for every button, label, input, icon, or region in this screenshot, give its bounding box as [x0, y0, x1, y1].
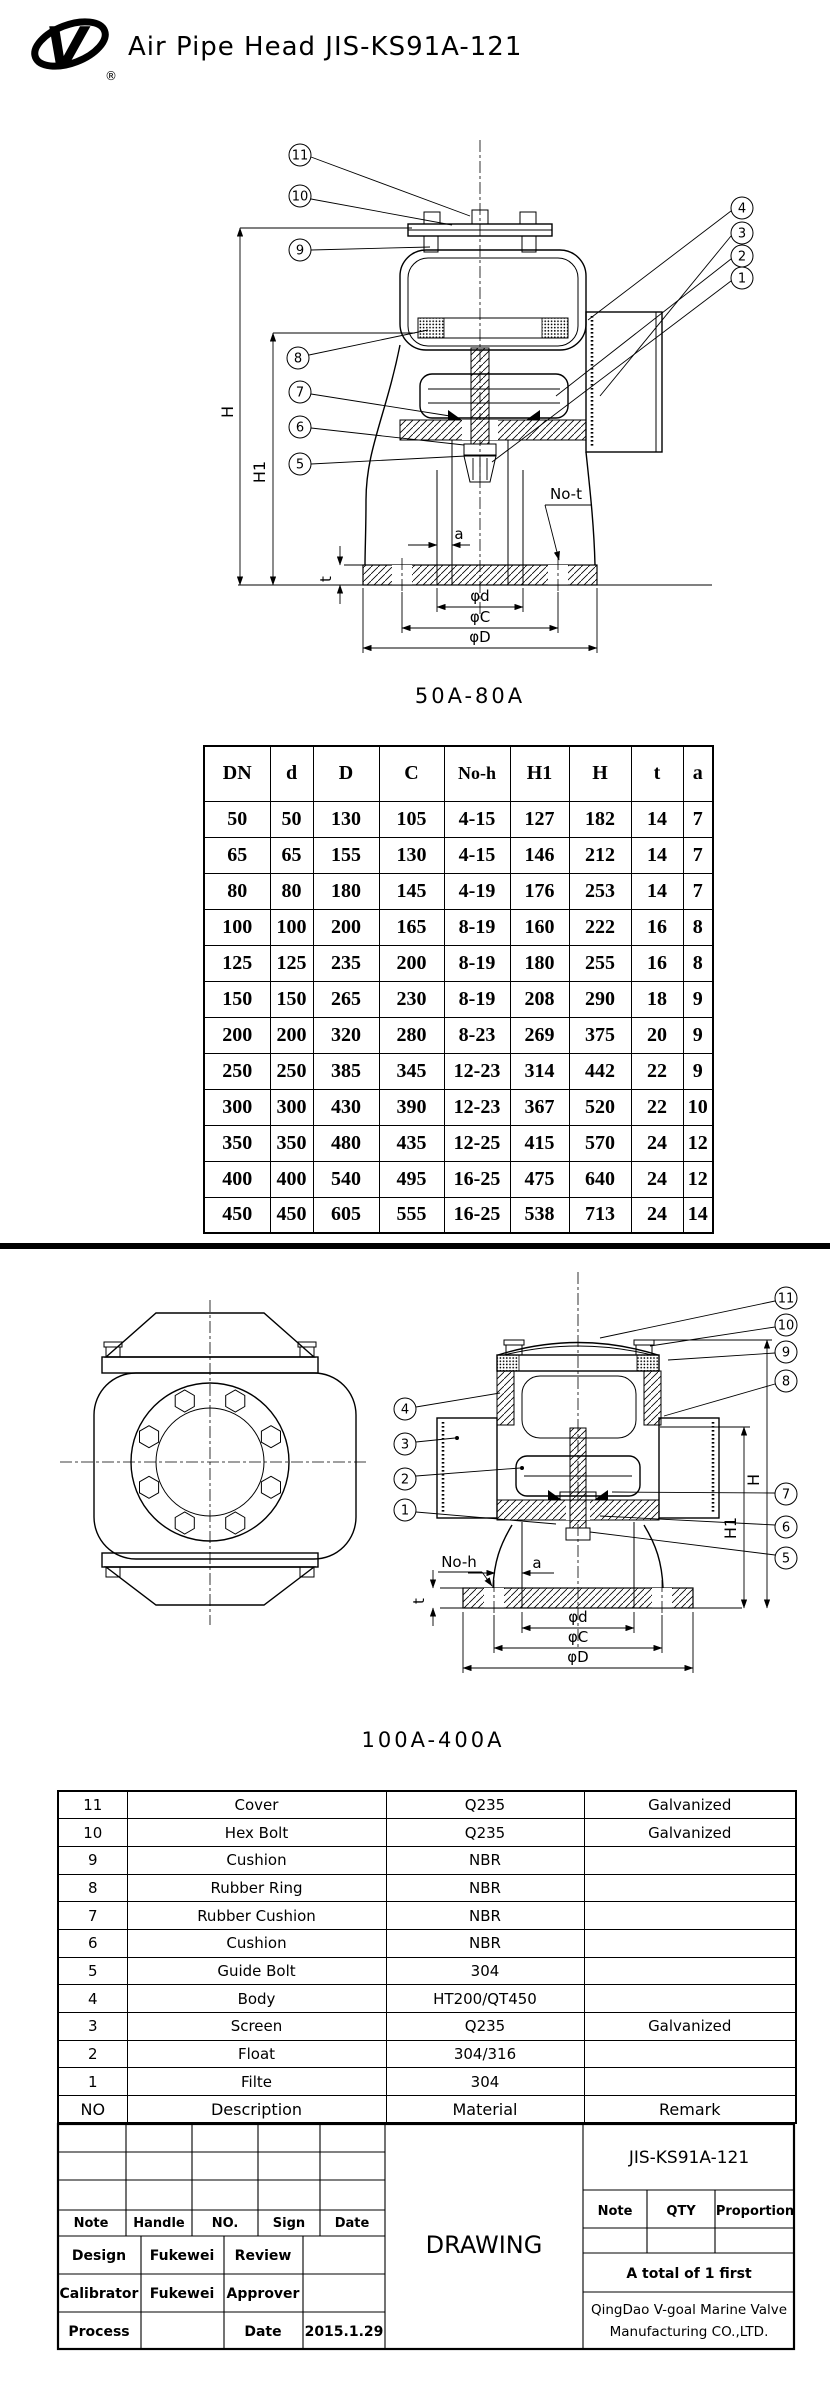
dim-table-row — [204, 837, 713, 873]
registered-mark: ® — [105, 69, 117, 83]
qty-col-note: Note — [597, 2204, 633, 2219]
flange-bolt-icon — [140, 1426, 159, 1448]
svg-text:9: 9 — [295, 243, 305, 259]
process-label: Process — [68, 2324, 130, 2340]
dim-table-cell: 390 — [379, 1089, 444, 1125]
dim-header: DN — [204, 746, 270, 801]
dim-table-row — [204, 801, 713, 837]
dim-table-cell: 16 — [631, 945, 683, 981]
dim-phi-dd: φD — [567, 1648, 589, 1666]
callout-11 — [600, 1287, 797, 1338]
parts-table-cell: Screen — [127, 2013, 386, 2041]
dim-table-cell: 265 — [313, 981, 379, 1017]
parts-table — [57, 1790, 797, 2124]
caption-100a-400a: 100A-400A — [361, 1728, 505, 1752]
valve-section-50a — [238, 140, 712, 614]
dim-table-cell: 253 — [569, 873, 631, 909]
parts-table-cell: HT200/QT450 — [386, 1985, 584, 2013]
parts-header-no: NO — [58, 2096, 127, 2124]
dim-table-cell: 385 — [313, 1053, 379, 1089]
dim-header: t — [631, 746, 683, 801]
drawing-label: DRAWING — [425, 2231, 543, 2259]
parts-table-cell: 9 — [58, 1846, 127, 1874]
parts-table-row — [58, 2068, 796, 2096]
dim-table-cell: 14 — [631, 837, 683, 873]
svg-text:8: 8 — [293, 351, 303, 367]
svg-text:4: 4 — [400, 1402, 410, 1418]
dim-table-cell: 400 — [204, 1161, 270, 1197]
parts-table-cell — [584, 1874, 796, 1902]
parts-table-row — [58, 1791, 796, 1819]
dim-table-cell: 127 — [510, 801, 569, 837]
parts-table-cell: 11 — [58, 1791, 127, 1819]
dim-table-cell: 180 — [510, 945, 569, 981]
dim-header: D — [313, 746, 379, 801]
dim-table-cell: 570 — [569, 1125, 631, 1161]
parts-table-cell: 5 — [58, 1957, 127, 1985]
flange-bolt-icon — [261, 1426, 280, 1448]
dim-table-cell: 130 — [313, 801, 379, 837]
dim-table-cell: 182 — [569, 801, 631, 837]
dim-table-cell: 475 — [510, 1161, 569, 1197]
svg-text:2: 2 — [400, 1472, 410, 1488]
dim-table-cell: 300 — [204, 1089, 270, 1125]
dim-table-cell: 450 — [270, 1197, 313, 1233]
parts-table-cell: 304 — [386, 2068, 584, 2096]
dim-table-cell: 235 — [313, 945, 379, 981]
parts-table-cell: Rubber Ring — [127, 1874, 386, 1902]
flange-bolt-icon — [261, 1476, 280, 1498]
date-value: 2015.1.29 — [304, 2324, 384, 2340]
col-note: Note — [73, 2216, 109, 2231]
sheet-divider — [0, 1243, 830, 1249]
flange-bolt-icon — [140, 1476, 159, 1498]
dim-header: No-h — [444, 746, 510, 801]
flange-bolt-icon — [226, 1512, 245, 1534]
dim-table-cell: 20 — [631, 1017, 683, 1053]
parts-table-row — [58, 1846, 796, 1874]
dim-table-cell: 165 — [379, 909, 444, 945]
dim-table-row — [204, 1017, 713, 1053]
callout-3 — [394, 1433, 459, 1455]
dim-table-cell: 50 — [204, 801, 270, 837]
svg-text:4: 4 — [737, 201, 747, 217]
svg-text:7: 7 — [781, 1487, 791, 1503]
callout-1 — [492, 267, 753, 462]
parts-table-cell: 304 — [386, 1957, 584, 1985]
dim-table-cell: 22 — [631, 1053, 683, 1089]
dim-table-cell: 520 — [569, 1089, 631, 1125]
dim-header: a — [683, 746, 713, 801]
svg-text:3: 3 — [737, 226, 747, 242]
dim-table-cell: 160 — [510, 909, 569, 945]
qty-col-proportion: Proportion — [715, 2204, 795, 2219]
parts-table-row — [58, 2013, 796, 2041]
parts-header-remark: Remark — [584, 2096, 796, 2124]
dim-h: H — [218, 405, 237, 419]
col-handle: Handle — [133, 2216, 185, 2231]
dim-table-cell: 450 — [204, 1197, 270, 1233]
svg-text:5: 5 — [295, 457, 305, 473]
dim-table-row — [204, 1053, 713, 1089]
company-line2: Manufacturing CO.,LTD. — [609, 2324, 769, 2340]
dim-table-cell: 176 — [510, 873, 569, 909]
dim-table-cell: 50 — [270, 801, 313, 837]
total-note: A total of 1 first — [626, 2266, 752, 2282]
dim-table-cell: 320 — [313, 1017, 379, 1053]
svg-text:10: 10 — [777, 1318, 795, 1334]
parts-table-cell: Galvanized — [584, 2013, 796, 2041]
dim-table-cell: 250 — [204, 1053, 270, 1089]
parts-table-cell: NBR — [386, 1929, 584, 1957]
callout-10 — [650, 1314, 797, 1346]
svg-text:8: 8 — [781, 1374, 791, 1390]
dim-table-cell: 495 — [379, 1161, 444, 1197]
dim-table-cell: 415 — [510, 1125, 569, 1161]
parts-table-cell — [584, 2040, 796, 2068]
dim-table-cell: 300 — [270, 1089, 313, 1125]
dim-table-cell: 155 — [313, 837, 379, 873]
parts-table-cell: Galvanized — [584, 1791, 796, 1819]
col-no: NO. — [211, 2216, 239, 2231]
dim-table-cell: 200 — [270, 1017, 313, 1053]
dim-table-cell: 400 — [270, 1161, 313, 1197]
dim-table-cell: 200 — [379, 945, 444, 981]
dim-table-cell: 4-15 — [444, 801, 510, 837]
dim-header: H — [569, 746, 631, 801]
parts-table-cell: Q235 — [386, 2013, 584, 2041]
parts-table-row — [58, 1957, 796, 1985]
dim-table-cell: 4-15 — [444, 837, 510, 873]
svg-text:6: 6 — [781, 1520, 791, 1536]
dim-table-cell: 9 — [683, 1053, 713, 1089]
dim-table-cell: 442 — [569, 1053, 631, 1089]
dim-table-cell: 65 — [270, 837, 313, 873]
dim-table-cell: 640 — [569, 1161, 631, 1197]
dim-phi-d: φd — [568, 1608, 588, 1626]
calibrator-label: Calibrator — [59, 2286, 139, 2302]
svg-text:6: 6 — [295, 420, 305, 436]
parts-table-cell: 4 — [58, 1985, 127, 2013]
svg-text:11: 11 — [291, 148, 309, 164]
svg-text:1: 1 — [737, 271, 747, 287]
dim-table-cell: 24 — [631, 1161, 683, 1197]
dim-table-cell: 22 — [631, 1089, 683, 1125]
dim-t: t — [410, 1598, 428, 1604]
parts-table-cell: Guide Bolt — [127, 1957, 386, 1985]
dim-table-cell: 24 — [631, 1125, 683, 1161]
svg-text:2: 2 — [737, 249, 747, 265]
dim-table-cell: 350 — [270, 1125, 313, 1161]
parts-table-row — [58, 1874, 796, 1902]
callout-9 — [668, 1341, 797, 1363]
parts-table-cell — [584, 1929, 796, 1957]
parts-table-cell: Filte — [127, 2068, 386, 2096]
parts-table-cell — [584, 1902, 796, 1930]
drawing-50a-80a — [0, 0, 830, 735]
dim-table-cell: 430 — [313, 1089, 379, 1125]
dim-table-cell: 146 — [510, 837, 569, 873]
callout-9 — [289, 239, 430, 261]
dim-no-h: No-h — [441, 1553, 477, 1571]
dim-table-cell: 250 — [270, 1053, 313, 1089]
parts-table-cell: Body — [127, 1985, 386, 2013]
parts-table-cell: Rubber Cushion — [127, 1902, 386, 1930]
dim-a: a — [532, 1554, 542, 1572]
dim-header: H1 — [510, 746, 569, 801]
design-name: Fukewei — [149, 2248, 215, 2264]
dim-phi-d: φd — [470, 587, 490, 605]
parts-table-cell: NBR — [386, 1874, 584, 1902]
dim-table-cell: 16-25 — [444, 1161, 510, 1197]
parts-table-row — [58, 1819, 796, 1847]
dim-table-cell: 105 — [379, 801, 444, 837]
review-label: Review — [234, 2248, 292, 2264]
callout-7 — [289, 381, 450, 416]
callout-2 — [394, 1466, 524, 1490]
callout-4 — [588, 197, 753, 320]
qty-col-qty: QTY — [666, 2204, 696, 2219]
parts-table-cell: 3 — [58, 2013, 127, 2041]
dim-table-cell: 80 — [270, 873, 313, 909]
dim-table-cell: 480 — [313, 1125, 379, 1161]
dim-table-cell: 8-19 — [444, 945, 510, 981]
dim-table-row — [204, 1125, 713, 1161]
dim-header: d — [270, 746, 313, 801]
dim-table-cell: 18 — [631, 981, 683, 1017]
dim-table-cell: 345 — [379, 1053, 444, 1089]
design-label: Design — [71, 2248, 127, 2264]
parts-table-cell: Cover — [127, 1791, 386, 1819]
logo-v-icon: V — [45, 16, 87, 79]
svg-text:9: 9 — [781, 1345, 791, 1361]
dim-table-cell: 8 — [683, 909, 713, 945]
flange-bolt-icon — [175, 1390, 194, 1412]
caption-50a-80a: 50A-80A — [414, 684, 526, 708]
approver-label: Approver — [226, 2286, 300, 2302]
dim-table-row — [204, 945, 713, 981]
dim-table-cell: 290 — [569, 981, 631, 1017]
dim-table-cell: 605 — [313, 1197, 379, 1233]
dim-table-cell: 100 — [270, 909, 313, 945]
dim-table-cell: 538 — [510, 1197, 569, 1233]
title-block — [57, 2123, 795, 2350]
svg-text:7: 7 — [295, 385, 305, 401]
front-view-100a — [60, 1300, 368, 1625]
parts-table-row — [58, 2040, 796, 2068]
dim-table-cell: 16-25 — [444, 1197, 510, 1233]
dim-phi-dd: φD — [469, 628, 491, 646]
parts-table-cell: Cushion — [127, 1929, 386, 1957]
calibrator-name: Fukewei — [149, 2286, 215, 2302]
dim-table-cell: 180 — [313, 873, 379, 909]
dim-table-cell: 7 — [683, 801, 713, 837]
callout-5 — [289, 453, 466, 475]
dim-table-row — [204, 909, 713, 945]
dim-table-cell: 200 — [313, 909, 379, 945]
drawing-number: JIS-KS91A-121 — [628, 2148, 750, 2168]
title-block-text — [60, 2148, 795, 2340]
col-date: Date — [334, 2216, 370, 2231]
parts-table-cell: 10 — [58, 1819, 127, 1847]
dim-table-cell: 65 — [204, 837, 270, 873]
dim-table-cell: 367 — [510, 1089, 569, 1125]
dimension-table — [203, 745, 714, 1234]
callout-3 — [600, 222, 753, 396]
dim-h1: H1 — [250, 460, 269, 484]
col-sign: Sign — [272, 2216, 306, 2231]
dim-table-cell: 12-23 — [444, 1053, 510, 1089]
dim-table-cell: 150 — [270, 981, 313, 1017]
section-view-100a — [437, 1272, 742, 1648]
dim-table-cell: 12-25 — [444, 1125, 510, 1161]
dim-table-cell: 24 — [631, 1197, 683, 1233]
svg-text:10: 10 — [291, 189, 309, 205]
dim-table-cell: 12 — [683, 1161, 713, 1197]
dim-table-cell: 9 — [683, 981, 713, 1017]
dim-table-cell: 713 — [569, 1197, 631, 1233]
dim-table-cell: 12 — [683, 1125, 713, 1161]
dim-table-cell: 555 — [379, 1197, 444, 1233]
dim-table-cell: 12-23 — [444, 1089, 510, 1125]
flange-bolt-icon — [226, 1390, 245, 1412]
dim-no-t: No-t — [550, 485, 582, 503]
parts-table-cell: 6 — [58, 1929, 127, 1957]
callout-8 — [287, 330, 428, 369]
drawing-100a-400a — [40, 1255, 830, 1767]
dim-table-header-row — [204, 746, 713, 801]
dim-table-cell: 130 — [379, 837, 444, 873]
parts-table-row — [58, 1929, 796, 1957]
callout-8 — [664, 1370, 797, 1416]
dim-table-cell: 208 — [510, 981, 569, 1017]
parts-header-row — [58, 2096, 796, 2124]
flange-bolt-icon — [175, 1512, 194, 1534]
parts-table-cell: Q235 — [386, 1791, 584, 1819]
dim-t: t — [317, 576, 335, 582]
dim-table-cell: 540 — [313, 1161, 379, 1197]
parts-table-cell — [584, 1957, 796, 1985]
dim-h: H — [744, 1473, 763, 1487]
dim-table-cell: 222 — [569, 909, 631, 945]
dim-phi-c: φC — [469, 608, 491, 626]
page-title: Air Pipe Head JIS-KS91A-121 — [128, 32, 523, 62]
dim-table-cell: 8-19 — [444, 909, 510, 945]
svg-text:1: 1 — [400, 1503, 410, 1519]
dim-table-cell: 14 — [631, 801, 683, 837]
svg-text:3: 3 — [400, 1437, 410, 1453]
dim-table-cell: 80 — [204, 873, 270, 909]
parts-table-cell: Hex Bolt — [127, 1819, 386, 1847]
svg-text:5: 5 — [781, 1551, 791, 1567]
callout-10 — [289, 185, 452, 225]
parts-table-cell: Cushion — [127, 1846, 386, 1874]
dim-table-cell: 8-23 — [444, 1017, 510, 1053]
dim-table-cell: 150 — [204, 981, 270, 1017]
dim-table-cell: 8-19 — [444, 981, 510, 1017]
dim-table-cell: 125 — [204, 945, 270, 981]
dim-table-cell: 255 — [569, 945, 631, 981]
parts-table-cell: 304/316 — [386, 2040, 584, 2068]
parts-table-cell — [584, 1846, 796, 1874]
dim-table-cell: 145 — [379, 873, 444, 909]
dim-table-cell: 7 — [683, 837, 713, 873]
dim-h1: H1 — [721, 1516, 740, 1540]
dim-table-row — [204, 1161, 713, 1197]
dim-table-cell: 125 — [270, 945, 313, 981]
dim-table-cell: 230 — [379, 981, 444, 1017]
dim-a: a — [454, 525, 464, 543]
parts-header-material: Material — [386, 2096, 584, 2124]
dim-table-cell: 14 — [683, 1197, 713, 1233]
dim-table-cell: 269 — [510, 1017, 569, 1053]
dim-table-cell: 100 — [204, 909, 270, 945]
parts-table-cell: NBR — [386, 1902, 584, 1930]
dim-table-row — [204, 1089, 713, 1125]
dim-table-cell: 16 — [631, 909, 683, 945]
parts-table-cell: 1 — [58, 2068, 127, 2096]
dim-table-cell: 4-19 — [444, 873, 510, 909]
dim-table-cell: 350 — [204, 1125, 270, 1161]
parts-table-cell: 7 — [58, 1902, 127, 1930]
dim-table-cell: 14 — [631, 873, 683, 909]
dim-phi-c: φC — [567, 1628, 589, 1646]
svg-text:11: 11 — [777, 1291, 795, 1307]
parts-header-description: Description — [127, 2096, 386, 2124]
dim-table-cell: 212 — [569, 837, 631, 873]
parts-table-row — [58, 1985, 796, 2013]
parts-table-cell: 8 — [58, 1874, 127, 1902]
parts-table-cell: Q235 — [386, 1819, 584, 1847]
dim-header: C — [379, 746, 444, 801]
dim-table-cell: 8 — [683, 945, 713, 981]
dim-table-cell: 435 — [379, 1125, 444, 1161]
date-label: Date — [244, 2324, 282, 2340]
dim-table-cell: 200 — [204, 1017, 270, 1053]
dim-table-row — [204, 981, 713, 1017]
dim-table-cell: 375 — [569, 1017, 631, 1053]
dim-table-cell: 10 — [683, 1089, 713, 1125]
dim-table-row — [204, 873, 713, 909]
parts-table-cell: 2 — [58, 2040, 127, 2068]
dim-table-cell: 314 — [510, 1053, 569, 1089]
parts-table-row — [58, 1902, 796, 1930]
dim-table-cell: 9 — [683, 1017, 713, 1053]
company-line1: QingDao V-goal Marine Valve — [590, 2302, 788, 2318]
parts-table-cell — [584, 2068, 796, 2096]
callout-4 — [394, 1393, 500, 1420]
callout-11 — [289, 144, 470, 216]
callout-5 — [590, 1532, 797, 1569]
parts-table-cell: NBR — [386, 1846, 584, 1874]
parts-table-cell: Galvanized — [584, 1819, 796, 1847]
dim-table-cell: 280 — [379, 1017, 444, 1053]
dim-table-cell: 7 — [683, 873, 713, 909]
parts-table-cell — [584, 1985, 796, 2013]
dim-table-row — [204, 1197, 713, 1233]
parts-table-cell: Float — [127, 2040, 386, 2068]
